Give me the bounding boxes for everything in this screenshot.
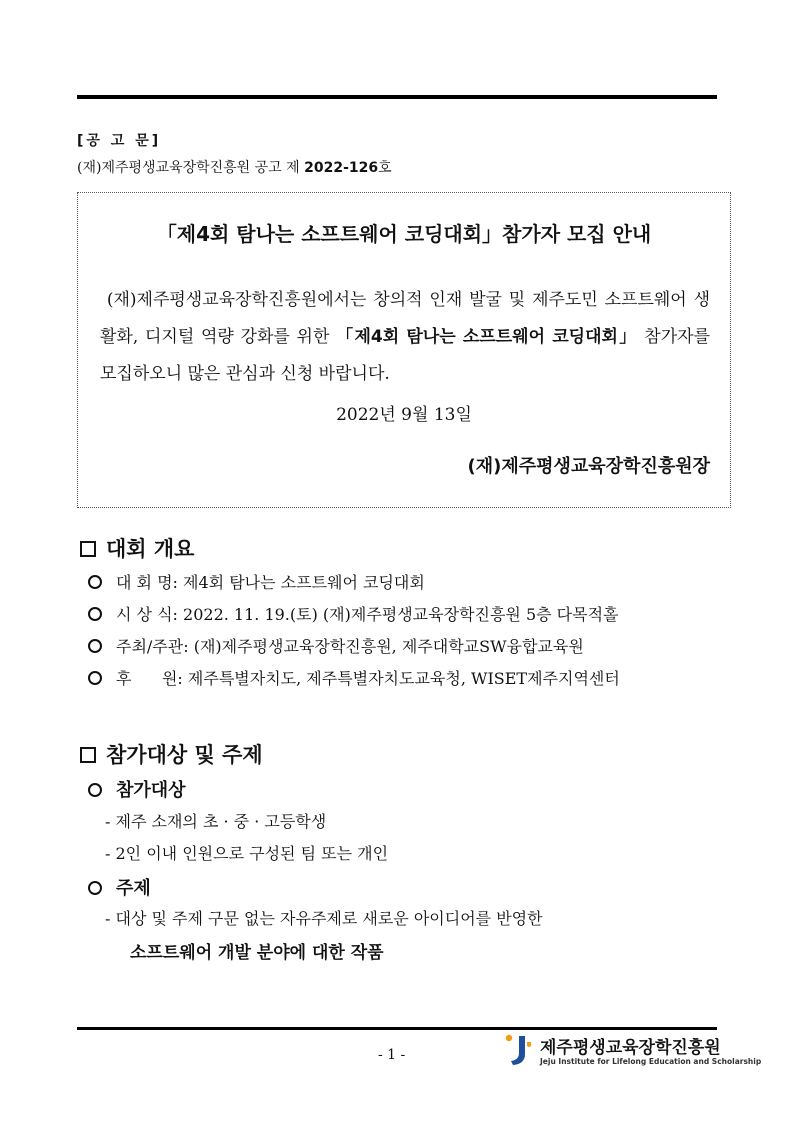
announcement-title: 「제4회 탐나는 소프트웨어 코딩대회」참가자 모집 안내 xyxy=(156,222,652,246)
overview-item: 시 상 식: 2022. 11. 19.(토) (재)제주평생교육장학진흥원 5층 다목적홀 xyxy=(88,602,619,625)
checkbox-square-icon xyxy=(80,747,96,763)
circle-bullet-icon xyxy=(88,783,102,797)
topic-item: - 대상 및 주제 구문 없는 자유주제로 새로운 아이디어를 반영한 xyxy=(105,909,543,928)
section-participants-heading: 참가대상 및 주제 xyxy=(80,739,263,769)
participants-item: - 제주 소재의 초 · 중 · 고등학생 xyxy=(105,812,327,831)
overview-item: 주최/주관: (재)제주평생교육장학진흥원, 제주대학교SW융합교육원 xyxy=(88,634,584,657)
section-overview-heading: 대회 개요 xyxy=(80,533,194,563)
circle-bullet-icon xyxy=(88,671,102,685)
overview-item: 후 원: 제주특별자치도, 제주특별자치도교육청, WISET제주지역센터 xyxy=(88,666,620,689)
participants-subheading: 참가대상 xyxy=(88,776,186,802)
announcement-body: (재)제주평생교육장학진흥원에서는 창의적 인재 발굴 및 제주도민 소프트웨어 생활화, 디지털 역량 강화를 위한 「제4회 탐나는 소프트웨어 코딩대회」 참가자를 모집하오니 많은 관심과 신청 바랍니다. xyxy=(100,290,710,384)
circle-bullet-icon xyxy=(88,639,102,653)
bottom-rule xyxy=(77,1027,717,1030)
topic-subheading: 주제 xyxy=(88,874,151,900)
top-rule xyxy=(77,95,717,99)
circle-bullet-icon xyxy=(88,607,102,621)
topic-item-bold: 소프트웨어 개발 분야에 대한 작품 xyxy=(130,943,384,963)
institute-name-korean: 제주평생교육장학진흥원 xyxy=(540,1038,721,1058)
announcement-signature: (재)제주평생교육장학진흥원장 xyxy=(467,456,710,477)
page-number: - 1 - xyxy=(378,1047,406,1063)
announcement-date: 2022년 9월 13일 xyxy=(336,405,472,425)
notice-label: [공 고 문] xyxy=(77,133,162,149)
institute-name-english: Jeju Institute for Lifelong Education and Scholarship xyxy=(540,1057,762,1066)
institute-logo-icon xyxy=(503,1032,535,1068)
participants-item: - 2인 이내 인원으로 구성된 팀 또는 개인 xyxy=(105,844,389,863)
notice-number: (재)제주평생교육장학진흥원 공고 제 2022-126호 xyxy=(77,160,392,176)
circle-bullet-icon xyxy=(88,881,102,895)
overview-item: 대 회 명: 제4회 탐나는 소프트웨어 코딩대회 xyxy=(88,570,425,593)
circle-bullet-icon xyxy=(88,575,102,589)
checkbox-square-icon xyxy=(80,541,96,557)
